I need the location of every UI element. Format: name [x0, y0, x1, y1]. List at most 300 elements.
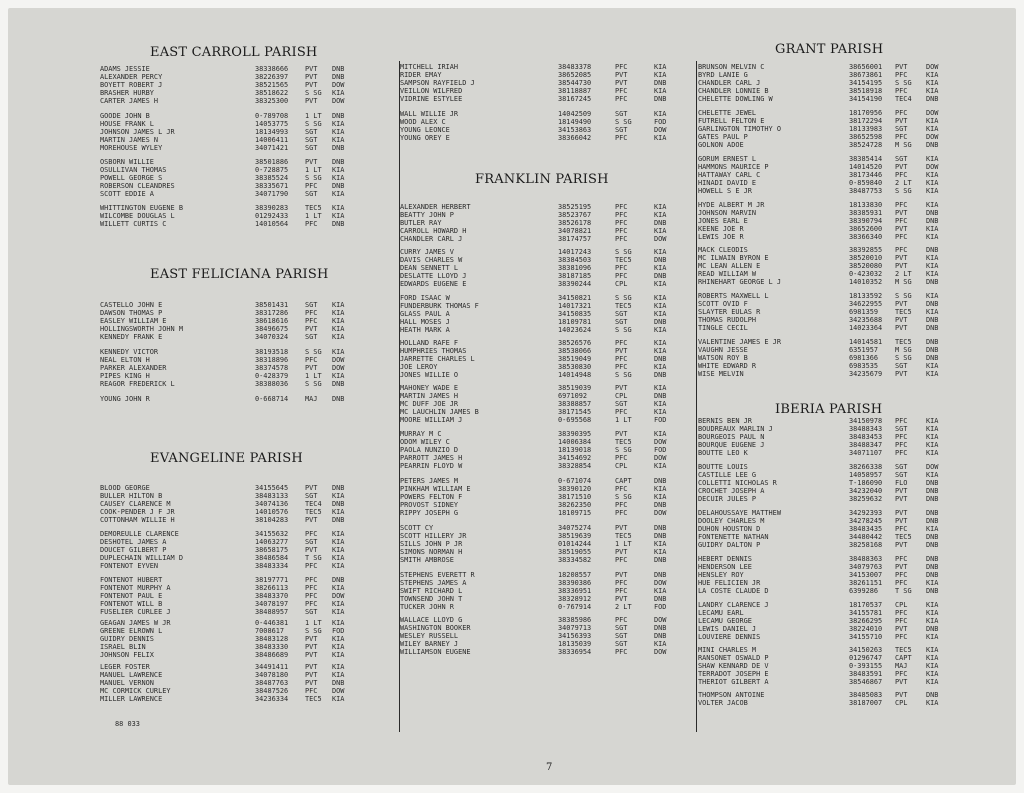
rank: PVT: [895, 253, 908, 262]
rank: PVT: [305, 363, 318, 372]
rank: PFC: [305, 583, 318, 592]
serial-number: 34155781: [849, 608, 883, 617]
casualty-status: DNB: [654, 317, 667, 326]
casualty-status: DNB: [926, 478, 939, 487]
rank: S SG: [615, 325, 632, 334]
serial-number: 38385524: [255, 173, 289, 182]
casualty-status: DNB: [926, 540, 939, 549]
roster-row: [698, 325, 956, 333]
serial-number: 38519639: [558, 531, 592, 540]
rank: PVT: [895, 208, 908, 217]
serial-number: 38385931: [849, 208, 883, 217]
roster-group: [400, 525, 684, 564]
casualty-status: DOW: [654, 508, 667, 517]
casualty-status: DOW: [654, 647, 667, 656]
rank: SGT: [305, 491, 318, 500]
soldier-name: SLAYTER EULAS R: [698, 307, 761, 316]
rank: PFC: [615, 647, 628, 656]
rank: PFC: [895, 555, 908, 563]
serial-number: 14010576: [255, 507, 289, 516]
soldier-name: PETERS JAMES M: [400, 477, 459, 485]
soldier-name: DAVIS CHARLES W: [400, 255, 463, 264]
casualty-status: DNB: [654, 531, 667, 540]
soldier-name: KENNEDY VICTOR: [100, 348, 159, 356]
casualty-status: DNB: [654, 623, 667, 632]
roster-row: [100, 191, 362, 199]
rank: TEC5: [895, 532, 912, 541]
rank: PVT: [305, 515, 318, 524]
soldier-name: VAUGHN JESSE: [698, 345, 748, 354]
soldier-name: BOYETT ROBERT J: [100, 80, 163, 89]
roster-group: [400, 340, 684, 379]
rank: SGT: [305, 135, 318, 144]
casualty-status: DNB: [332, 143, 345, 152]
casualty-status: DOW: [926, 463, 939, 471]
casualty-status: DOW: [332, 355, 345, 364]
casualty-status: KIA: [654, 86, 667, 95]
serial-number: 38390283: [255, 204, 289, 212]
rank: PFC: [895, 86, 908, 95]
rank: PFC: [615, 203, 628, 211]
casualty-status: KIA: [926, 253, 939, 262]
casualty-status: KIA: [332, 165, 345, 174]
casualty-status: KIA: [926, 432, 939, 441]
casualty-status: DOW: [654, 616, 667, 624]
rank: PFC: [305, 576, 318, 584]
casualty-status: KIA: [654, 263, 667, 272]
casualty-status: DNB: [654, 500, 667, 509]
serial-number: 0-789708: [255, 112, 289, 120]
casualty-status: KIA: [654, 63, 667, 71]
roster-row: [698, 496, 956, 504]
rank: CPL: [615, 461, 628, 470]
roster-row: [698, 279, 956, 287]
casualty-status: KIA: [654, 484, 667, 493]
casualty-status: KIA: [654, 399, 667, 408]
casualty-status: DNB: [332, 72, 345, 81]
serial-number: 38483453: [849, 432, 883, 441]
soldier-name: WHITTINGTON EUGENE B: [100, 204, 183, 212]
soldier-name: LA COSTE CLAUDE D: [698, 586, 769, 595]
casualty-status: KIA: [332, 545, 345, 554]
rank: PVT: [895, 116, 908, 125]
casualty-status: DNB: [332, 379, 345, 388]
soldier-name: KEENE JOE R: [698, 224, 744, 233]
rank: SGT: [615, 317, 628, 326]
soldier-name: BOUDREAUX MARLIN J: [698, 424, 773, 433]
serial-number: 14010564: [255, 219, 289, 228]
soldier-name: POWELL GEORGE S: [100, 173, 163, 182]
rank: SGT: [895, 124, 908, 133]
soldier-name: VALENTINE JAMES E JR: [698, 338, 781, 346]
rank: PVT: [615, 547, 628, 556]
casualty-status: KIA: [332, 561, 345, 570]
rank: PFC: [615, 586, 628, 595]
soldier-name: PARROTT JAMES H: [400, 453, 463, 462]
casualty-status: KIA: [926, 269, 939, 278]
casualty-status: DNB: [926, 562, 939, 571]
rank: CPL: [615, 279, 628, 288]
soldier-name: DUHON HOUSTON D: [698, 524, 761, 533]
casualty-status: KIA: [654, 226, 667, 235]
casualty-status: KIA: [654, 346, 667, 355]
rank: SGT: [895, 463, 908, 471]
serial-number: 38335671: [255, 181, 289, 190]
roster-row: [698, 234, 956, 242]
serial-number: 38390794: [849, 216, 883, 225]
rank: TEC5: [305, 204, 322, 212]
rank: PVT: [615, 346, 628, 355]
rank: CAPT: [895, 653, 912, 662]
soldier-name: SAMPSON RAYFIELD J: [400, 78, 475, 87]
soldier-name: JONES WILLIE O: [400, 370, 459, 379]
rank: SGT: [305, 332, 318, 341]
rank: PFC: [615, 86, 628, 95]
roster-group: [698, 64, 956, 103]
serial-number: 18139018: [558, 445, 592, 454]
serial-number: 38334582: [558, 555, 592, 564]
rank: SGT: [615, 309, 628, 318]
casualty-status: KIA: [926, 86, 939, 95]
rank: PVT: [895, 494, 908, 503]
soldier-name: JOHNSON MARVIN: [698, 208, 757, 217]
soldier-name: MC CORMICK CURLEY: [100, 686, 171, 695]
casualty-status: KIA: [926, 470, 939, 479]
soldier-name: MACK CLEODIS: [698, 246, 748, 254]
parish-heading: GRANT PARISH: [775, 42, 884, 57]
casualty-status: KIA: [926, 424, 939, 433]
soldier-name: CHANDLER CARL J: [698, 78, 761, 87]
rank: SGT: [895, 155, 908, 163]
rank: PFC: [895, 170, 908, 179]
casualty-status: KIA: [654, 586, 667, 595]
soldier-name: MC ILWAIN BYRON E: [698, 253, 769, 262]
casualty-status: KIA: [926, 524, 939, 533]
soldier-name: GATES PAUL P: [698, 132, 748, 141]
soldier-name: HOLLINGSWORTH JOHN M: [100, 324, 183, 333]
rank: FLO: [895, 478, 908, 487]
soldier-name: CASTELLO JOHN E: [100, 301, 163, 309]
rank: PFC: [305, 561, 318, 570]
rank: PVT: [615, 70, 628, 79]
soldier-name: LECAMU EARL: [698, 608, 744, 617]
serial-number: 38618616: [255, 316, 289, 325]
serial-number: 34079763: [849, 562, 883, 571]
soldier-name: GEAGAN JAMES W JR: [100, 619, 171, 627]
soldier-name: MANUEL VERNON: [100, 678, 154, 687]
rank: S SG: [305, 626, 322, 635]
casualty-status: DNB: [926, 532, 939, 541]
soldier-name: DEMOREULLE CLARENCE: [100, 530, 179, 538]
roster-row: [400, 281, 684, 289]
serial-number: 18135039: [558, 639, 592, 648]
casualty-status: DNB: [654, 555, 667, 564]
serial-number: 38496675: [255, 324, 289, 333]
rank: PFC: [895, 448, 908, 457]
serial-number: 38258168: [849, 540, 883, 549]
serial-number: 34154195: [849, 78, 883, 87]
rank: 1 LT: [305, 165, 322, 174]
casualty-status: KIA: [926, 369, 939, 378]
serial-number: 38385414: [849, 155, 883, 163]
roster-group: [400, 111, 684, 143]
casualty-status: KIA: [332, 211, 345, 220]
parish-heading: EAST CARROLL PARISH: [150, 45, 318, 60]
soldier-name: HENSLEY ROY: [698, 570, 744, 579]
roster-row: [100, 517, 362, 525]
rank: TEC5: [305, 694, 322, 703]
serial-number: 38262350: [558, 500, 592, 509]
serial-number: 34153007: [849, 570, 883, 579]
rank: S SG: [305, 348, 322, 356]
soldier-name: GORUM ERNEST L: [698, 155, 757, 163]
soldier-name: HOUSE FRANK L: [100, 119, 154, 128]
casualty-status: KIA: [654, 430, 667, 438]
roster-group: [698, 692, 956, 708]
rank: TEC4: [305, 499, 322, 508]
soldier-name: WILEY BARNEY J: [400, 639, 459, 648]
serial-number: 38518918: [849, 86, 883, 95]
rank: PFC: [895, 524, 908, 533]
soldier-name: ODOM WILEY C: [400, 437, 450, 446]
casualty-status: KIA: [926, 661, 939, 670]
roster-group: [100, 302, 362, 341]
rank: PVT: [615, 524, 628, 532]
soldier-name: GUIDRY DENNIS: [100, 634, 154, 643]
casualty-status: KIA: [926, 70, 939, 79]
roster-group: [400, 64, 684, 103]
roster-group: [698, 202, 956, 241]
rank: S SG: [615, 248, 632, 256]
soldier-name: DOOLEY CHARLES M: [698, 516, 765, 525]
casualty-status: KIA: [332, 642, 345, 651]
serial-number: 34235688: [849, 315, 883, 324]
roster-row: [100, 145, 362, 153]
roster-row: [400, 212, 684, 220]
casualty-status: KIA: [926, 578, 939, 587]
serial-number: 14014581: [849, 338, 883, 346]
soldier-name: GOODE JOHN B: [100, 112, 150, 120]
soldier-name: KENNEDY FRANK E: [100, 332, 163, 341]
casualty-status: KIA: [332, 301, 345, 309]
rank: MAJ: [895, 661, 908, 670]
serial-number: 0-446381: [255, 619, 289, 627]
serial-number: 18109715: [558, 508, 592, 517]
casualty-status: KIA: [332, 599, 345, 608]
serial-number: T-186090: [849, 478, 883, 487]
serial-number: 18133983: [849, 124, 883, 133]
rank: 1 LT: [615, 539, 632, 548]
soldier-name: MARTIN JAMES H: [400, 391, 459, 400]
serial-number: 38658175: [255, 545, 289, 554]
serial-number: 14023364: [849, 323, 883, 332]
casualty-status: KIA: [654, 110, 667, 118]
rank: SGT: [305, 301, 318, 309]
soldier-name: POWERS FELTON F: [400, 492, 463, 501]
soldier-name: DECUIR JULES P: [698, 494, 757, 503]
soldier-name: EDWARDS EUGENE E: [400, 279, 467, 288]
rank: TEC5: [895, 307, 912, 316]
soldier-name: STEPHENS EVERETT R: [400, 571, 475, 579]
rank: PFC: [615, 271, 628, 280]
serial-number: 38167245: [558, 94, 592, 103]
soldier-name: OSULLIVAN THOMAS: [100, 165, 167, 174]
rank: PVT: [895, 486, 908, 495]
rank: PVT: [615, 571, 628, 579]
roster-row: [698, 450, 956, 458]
casualty-status: DNB: [926, 516, 939, 525]
casualty-status: DNB: [926, 323, 939, 332]
roster-row: [100, 381, 362, 389]
rank: PFC: [895, 432, 908, 441]
soldier-name: BOUTTE LEO K: [698, 448, 748, 457]
soldier-name: REAGOR FREDERICK L: [100, 379, 175, 388]
rank: PFC: [615, 226, 628, 235]
rank: PFC: [305, 686, 318, 695]
soldier-name: WILLIAMSON EUGENE: [400, 647, 471, 656]
serial-number: 34150978: [849, 417, 883, 425]
rank: SGT: [615, 125, 628, 134]
soldier-name: CHELETTE JEWEL: [698, 109, 757, 117]
casualty-status: KIA: [332, 694, 345, 703]
rank: PVT: [895, 63, 908, 71]
rank: PVT: [305, 484, 318, 492]
casualty-status: DNB: [926, 570, 939, 579]
serial-number: 34079713: [558, 623, 592, 632]
soldier-name: JONES EARL E: [698, 216, 748, 225]
soldier-name: FUNDERBURK THOMAS F: [400, 301, 479, 310]
soldier-name: HEBERT DENNIS: [698, 555, 752, 563]
roster-row: [400, 327, 684, 335]
soldier-name: DAWSON THOMAS P: [100, 308, 163, 317]
soldier-name: MC LAUCHLIN JAMES B: [400, 407, 479, 416]
casualty-status: FOD: [654, 445, 667, 454]
roster-group: [698, 339, 956, 378]
rank: S SG: [615, 294, 632, 302]
roster-row: [400, 356, 684, 364]
serial-number: 34155632: [255, 530, 289, 538]
casualty-status: KIA: [654, 384, 667, 392]
serial-number: 14006411: [255, 135, 289, 144]
casualty-status: KIA: [926, 201, 939, 209]
casualty-status: KIA: [926, 232, 939, 241]
serial-number: 34078197: [255, 599, 289, 608]
soldier-name: EASLEY WILLIAM E: [100, 316, 167, 325]
footnote-code: 88 033: [115, 720, 140, 728]
soldier-name: DOUCET GILBERT P: [100, 545, 167, 554]
soldier-name: WASHINGTON BOOKER: [400, 623, 471, 632]
roster-row: [400, 135, 684, 143]
serial-number: 0-671074: [558, 477, 592, 485]
rank: PVT: [305, 72, 318, 81]
roster-row: [400, 463, 684, 471]
serial-number: 34150835: [558, 309, 592, 318]
soldier-name: CROCHET JOSEPH A: [698, 486, 765, 495]
soldier-name: DUPLECHAIN WILLIAM D: [100, 553, 183, 562]
soldier-name: ISRAEL BLIN: [100, 642, 146, 651]
soldier-name: BUTLER RAY: [400, 218, 442, 227]
casualty-status: DNB: [926, 277, 939, 286]
serial-number: 38266295: [849, 616, 883, 625]
serial-number: 38385986: [558, 616, 592, 624]
rank: PVT: [305, 158, 318, 166]
serial-number: 38174757: [558, 234, 592, 243]
rank: PFC: [305, 599, 318, 608]
serial-number: 38485083: [849, 691, 883, 699]
soldier-name: FUSELIER CURLEE J: [100, 607, 171, 616]
rank: M SG: [895, 345, 912, 354]
roster-row: [400, 510, 684, 518]
casualty-status: DNB: [926, 246, 939, 254]
casualty-status: KIA: [926, 601, 939, 609]
casualty-status: DNB: [926, 509, 939, 517]
roster-row: [100, 563, 362, 571]
serial-number: 38487526: [255, 686, 289, 695]
serial-number: 14053775: [255, 119, 289, 128]
serial-number: 38488363: [849, 555, 883, 563]
soldier-name: JOE LEROY: [400, 362, 438, 371]
serial-number: 38193518: [255, 348, 289, 356]
soldier-name: THERIOT GILBERT A: [698, 677, 769, 686]
casualty-status: KIA: [654, 492, 667, 501]
rank: 1 LT: [305, 371, 322, 380]
rank: PVT: [895, 369, 908, 378]
rank: PVT: [895, 509, 908, 517]
rank: PVT: [895, 299, 908, 308]
rank: SGT: [305, 537, 318, 546]
casualty-status: KIA: [926, 361, 939, 370]
serial-number: 38483330: [255, 642, 289, 651]
casualty-status: KIA: [926, 669, 939, 678]
roster-group: [400, 572, 684, 611]
rank: PFC: [615, 362, 628, 371]
casualty-status: DNB: [926, 353, 939, 362]
soldier-name: LECAMU GEORGE: [698, 616, 752, 625]
soldier-name: MURRAY M C: [400, 430, 442, 438]
soldier-name: COLLETTI NICHOLAS R: [698, 478, 777, 487]
serial-number: 14063277: [255, 537, 289, 546]
rank: PVT: [895, 691, 908, 699]
rank: PFC: [615, 210, 628, 219]
serial-number: 18109781: [558, 317, 592, 326]
soldier-name: HAMMONS MAURICE P: [698, 162, 769, 171]
serial-number: 38523767: [558, 210, 592, 219]
roster-row: [400, 96, 684, 104]
serial-number: 14017243: [558, 248, 592, 256]
serial-number: 18133830: [849, 201, 883, 209]
casualty-status: KIA: [926, 261, 939, 270]
casualty-status: DNB: [332, 515, 345, 524]
roster-row: [698, 588, 956, 596]
rank: PVT: [895, 224, 908, 233]
casualty-status: KIA: [926, 116, 939, 125]
soldier-name: WILLETT CURTIS C: [100, 219, 167, 228]
serial-number: 38374578: [255, 363, 289, 372]
casualty-status: DNB: [332, 181, 345, 190]
soldier-name: HATTAWAY CARL C: [698, 170, 761, 179]
page-number: 7: [546, 762, 553, 773]
serial-number: 38488957: [255, 607, 289, 616]
casualty-status: KIA: [332, 619, 345, 627]
serial-number: 34154190: [849, 94, 883, 103]
soldier-name: SMITH AMBROSE: [400, 555, 454, 564]
casualty-status: FOD: [654, 415, 667, 424]
casualty-status: KIA: [654, 70, 667, 79]
casualty-status: DNB: [332, 484, 345, 492]
roster-group: [698, 247, 956, 286]
serial-number: 0-767914: [558, 602, 592, 611]
serial-number: 34156393: [558, 631, 592, 640]
